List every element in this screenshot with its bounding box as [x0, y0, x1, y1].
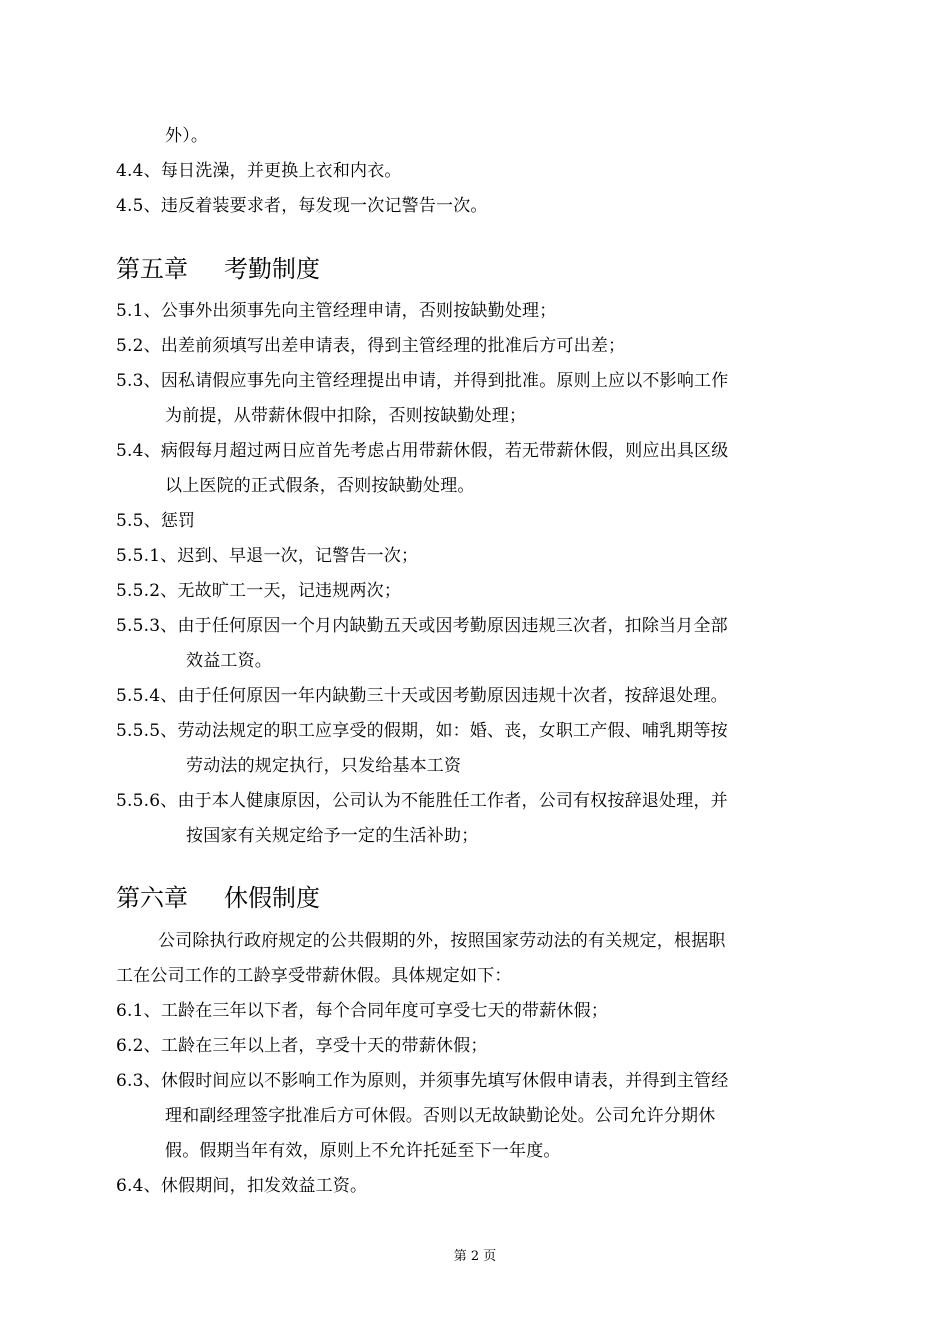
chapter-5-heading	[116, 253, 320, 285]
chapter-6-heading	[116, 882, 320, 914]
text-line-5-3: 5.3、因私请假应事先向主管经理提出申请，并得到批准。原则上应以不影响工作	[116, 371, 729, 391]
text-line-6-3-cont-1: 理和副经理签字批准后方可休假。否则以无故缺勤论处。公司允许分期休	[165, 1106, 716, 1126]
text-line-5-5-4: 5.5.4、由于任何原因一年内缺勤三十天或因考勤原因违规十次者，按辞退处理。	[116, 686, 728, 706]
text-line-5-2: 5.2、出差前须填写出差申请表，得到主管经理的批准后方可出差；	[116, 336, 626, 356]
text-line-6-2: 6.2、工龄在三年以上者，享受十天的带薪休假；	[116, 1036, 488, 1056]
text-line-6-3-cont-2: 假。假期当年有效，原则上不允许托延至下一年度。	[165, 1141, 561, 1161]
page-number: 第 2 页	[453, 1249, 497, 1264]
chapter-6-title: 休假制度	[224, 884, 320, 912]
text-line-5-5-2: 5.5.2、无故旷工一天，记违规两次；	[116, 581, 402, 601]
text-line-6-1: 6.1、工龄在三年以下者，每个合同年度可享受七天的带薪休假；	[116, 1001, 609, 1021]
text-line-5-5-1: 5.5.1、迟到、早退一次，记警告一次；	[116, 546, 419, 566]
text-line-5-5-3: 5.5.3、由于任何原因一个月内缺勤五天或因考勤原因违规三次者，扣除当月全部	[116, 616, 728, 636]
text-line-5-5: 5.5、惩罚	[116, 511, 196, 531]
text-line-5-5-6: 5.5.6、由于本人健康原因，公司认为不能胜任工作者，公司有权按辞退处理，并	[116, 791, 728, 811]
text-line-4-5: 4.5、违反着装要求者，每发现一次记警告一次。	[116, 196, 488, 216]
text-line-5-4-cont: 以上医院的正式假条，否则按缺勤处理。	[165, 476, 475, 496]
text-line-5-1: 5.1、公事外出须事先向主管经理申请，否则按缺勤处理；	[116, 301, 557, 321]
text-line-5-5-5: 5.5.5、劳动法规定的职工应享受的假期，如：婚、丧，女职工产假、哺乳期等按	[116, 721, 728, 741]
text-line-4-4: 4.4、每日洗澡，并更换上衣和内衣。	[116, 161, 402, 181]
text-line-continuation: 外）。	[165, 126, 209, 146]
text-line-6-intro-cont: 工在公司工作的工龄享受带薪休假。具体规定如下：	[116, 966, 512, 986]
text-line-5-5-6-cont: 按国家有关规定给予一定的生活补助；	[186, 826, 479, 846]
text-line-5-4: 5.4、病假每月超过两日应首先考虑占用带薪休假，若无带薪休假，则应出具区级	[116, 441, 729, 461]
chapter-5-number: 第五章	[116, 255, 188, 283]
text-line-6-intro: 公司除执行政府规定的公共假期的外，按照国家劳动法的有关规定，根据职	[158, 931, 726, 951]
text-line-5-5-5-cont: 劳动法的规定执行，只发给基本工资	[186, 756, 462, 776]
text-line-5-3-cont: 为前提，从带薪休假中扣除，否则按缺勤处理；	[165, 406, 527, 426]
chapter-6-number: 第六章	[116, 884, 188, 912]
text-line-6-4: 6.4、休假期间，扣发效益工资。	[116, 1176, 368, 1196]
text-line-6-3: 6.3、休假时间应以不影响工作为原则，并须事先填写休假申请表，并得到主管经	[116, 1071, 729, 1091]
text-line-5-5-3-cont: 效益工资。	[186, 651, 272, 671]
chapter-5-title: 考勤制度	[224, 255, 320, 283]
